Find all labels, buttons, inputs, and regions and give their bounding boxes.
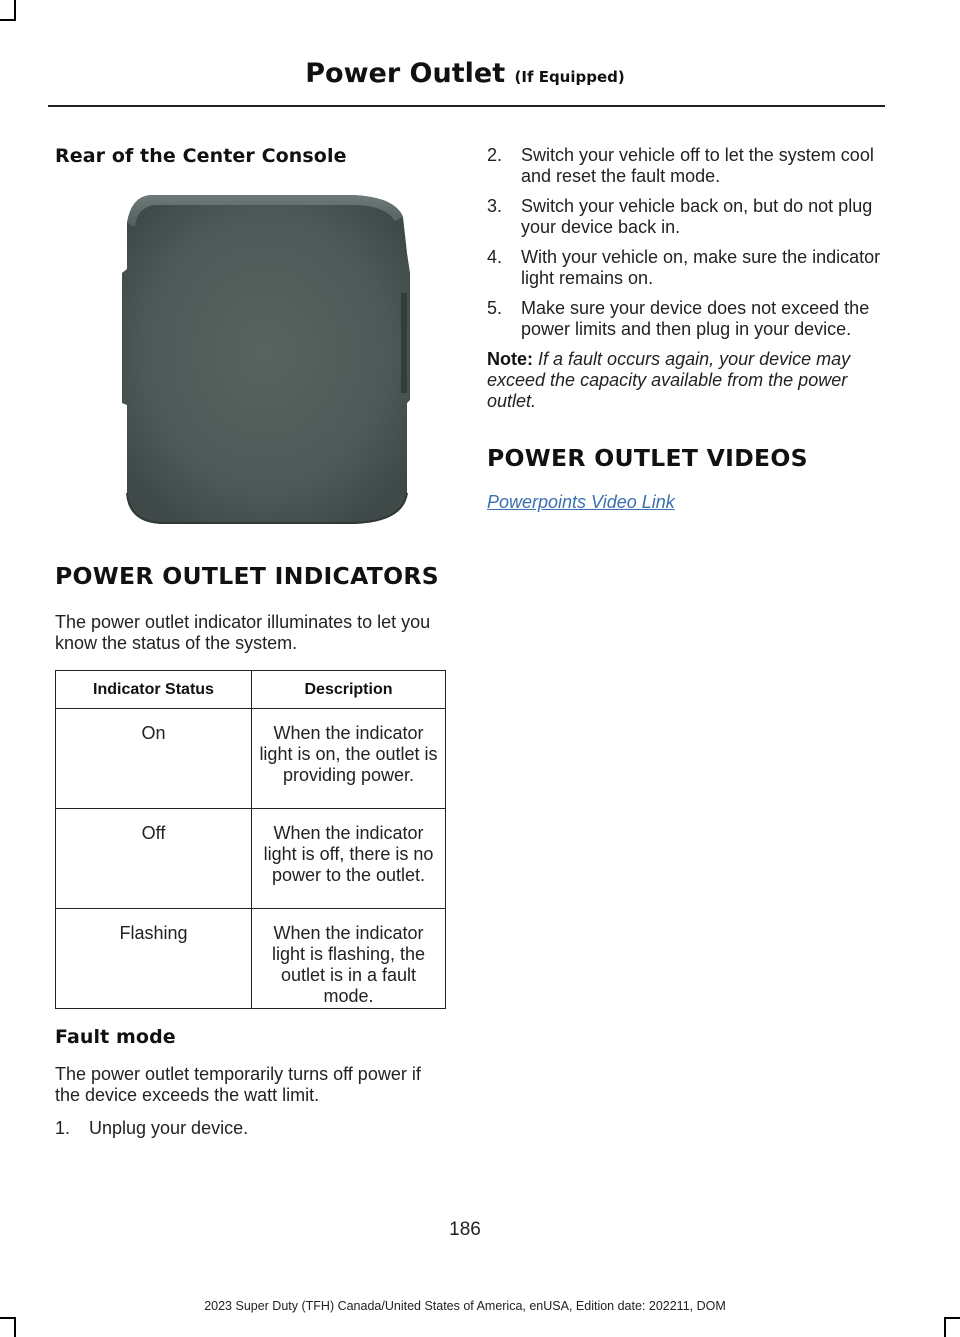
powerpoints-video-link[interactable]: Powerpoints Video Link [487,492,675,512]
header-subtitle: (If Equipped) [514,68,625,86]
list-item [55,1118,447,1139]
description-cell: When the indicator light is on, the outlet is providing power. [252,709,446,809]
crop-mark [944,1317,946,1337]
table-row [56,809,446,909]
description-cell: When the indicator light is off, there is no power to the outlet. [252,809,446,909]
edition-footer: 2023 Super Duty (TFH) Canada/United States of America, enUSA, Edition date: 202211, DOM [204,1299,726,1313]
crop-mark [0,1317,16,1319]
header-title: Power Outlet [305,58,506,89]
fault-steps-list-continued [487,145,882,340]
status-cell: On [56,709,252,809]
column-header-status: Indicator Status [56,671,252,709]
videos-heading: POWER OUTLET VIDEOS [487,444,808,472]
fault-steps-list [55,1118,447,1139]
column-header-description: Description [252,671,446,709]
table-row [56,709,446,809]
crop-mark [944,1317,960,1319]
status-cell: Flashing [56,909,252,1009]
list-item [487,196,882,238]
indicators-intro: The power outlet indicator illuminates to let you know the status of the system. [55,612,431,653]
step-text: Switch your vehicle off to let the system cool and reset the fault mode. [521,145,874,186]
table-header-row [56,671,446,709]
indicators-section [55,562,447,654]
step-number: 1. [55,1118,71,1138]
cover-body [122,195,410,523]
step-text: Make sure your device does not exceed the power limits and then plug in your device. [521,298,870,339]
header-divider [48,105,885,107]
indicator-table [55,670,446,1009]
step-number: 4. [487,247,503,267]
step-text: With your vehicle on, make sure the indicator light remains on. [521,247,881,288]
page-number: 186 [449,1219,481,1240]
step-text: Unplug your device. [89,1118,249,1138]
crop-mark [14,1317,16,1337]
rear-console-section [55,145,447,167]
step-text: Switch your vehicle back on, but do not plug your device back in. [521,196,873,237]
fault-mode-section [55,1026,447,1148]
step-number: 3. [487,196,503,216]
power-outlet-cover-illustration [55,193,447,527]
note-label: Note: [487,349,533,369]
list-item [487,247,882,289]
status-cell: Off [56,809,252,909]
fault-note [487,349,882,412]
cover-notch [401,293,407,393]
page-header [0,58,930,89]
list-item [487,298,882,340]
indicators-heading: POWER OUTLET INDICATORS [55,562,439,590]
crop-mark [0,19,16,21]
fault-mode-intro: The power outlet temporarily turns off power if the device exceeds the watt limit. [55,1064,421,1105]
right-column [487,145,882,513]
crop-mark [14,0,16,20]
step-number: 5. [487,298,503,318]
description-cell: When the indicator light is flashing, the outlet is in a fault mode. [252,909,446,1009]
table-row [56,909,446,1009]
rear-console-heading: Rear of the Center Console [55,145,347,167]
fault-mode-heading: Fault mode [55,1026,176,1048]
list-item [487,145,882,187]
step-number: 2. [487,145,503,165]
note-text: If a fault occurs again, your device may exceed the capacity available from the power outlet. [487,349,851,411]
